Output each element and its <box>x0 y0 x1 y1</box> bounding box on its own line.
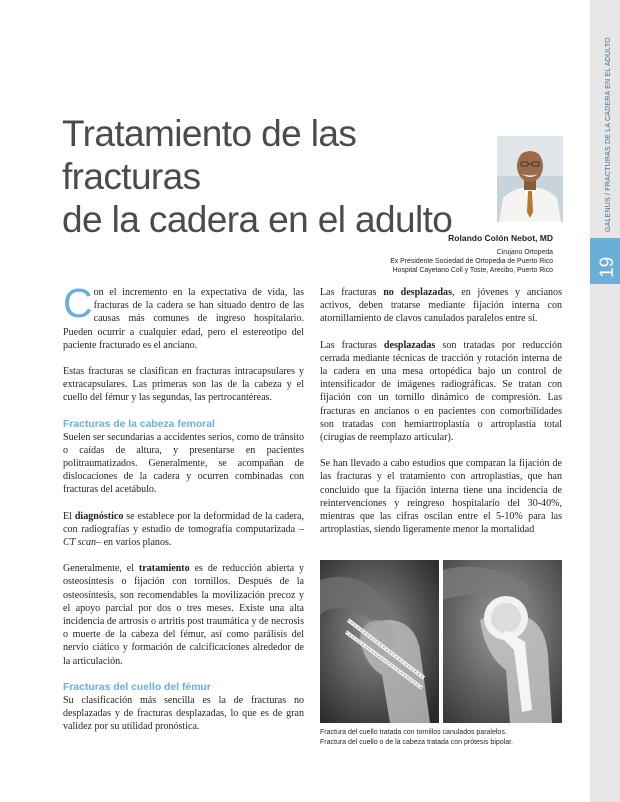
femoral-head-paragraph: Suelen ser secundarias a accidentes serios, como de tránsito o caídas de altura, y presentarse en pacientes politraumatizados. Generalmente, se acompañan de dislocaciones de la cadera y ocurren combinadas con fracturas del acetábulo. <box>63 431 304 496</box>
caption-line: Fractura del cuello o de la cabeza tratada con prótesis bipolar. <box>320 738 514 746</box>
xray-figure <box>320 560 562 723</box>
studies-paragraph: Se han llevado a cabo estudios que comparan la fijación de las fracturas y el tratamiento con artroplastias, que han concluido que la fijación interna tiene una incidencia de reintervenciones y reingreso hospitalario del 30-40%, mientras que las cifras oscilan entre el 5-10% para las artroplastias, siendo ligeramente menor la mortalidad <box>320 458 562 536</box>
page-number-box <box>590 238 620 284</box>
author-photo <box>497 136 563 222</box>
caption-line: Fractura del cuello tratada con tornillos canulados paralelos. <box>320 729 507 736</box>
displaced-text: Las fracturas <box>320 339 384 351</box>
affiliation-line: Cirujano Ortopeda <box>496 249 553 256</box>
classification-paragraph: Estas fracturas se clasifican en fracturas intracapsulares y extracapsulares. Las primeras son las de la cabeza y el cuello del fémur y las segundas, las pertrocantéreas. <box>63 366 304 404</box>
treatment-text: Generalmente, el <box>63 563 139 575</box>
diagnosis-term: diagnóstico <box>74 510 124 522</box>
xray-bipolar-prosthesis <box>443 560 562 723</box>
treatment-paragraph <box>63 562 304 668</box>
intro-text: on el incremento en la expectativa de vida, las fracturas de la cadera se han situado dentro de las causas más comunes de ingreso hospitalario. Pueden ocurrir a cualquier edad, pero el estereotipo del paciente fracturado es el anciano. <box>63 287 304 351</box>
diagnosis-text: se establece por la deformidad de la cadera, con radiografías y estudio de tomografía computarizada – <box>63 510 304 535</box>
xray-cannulated-screws <box>320 560 439 723</box>
diagnosis-paragraph <box>63 510 304 550</box>
non-displaced-text: , en jóvenes y ancianos activos, deben tratarse mediante fijación interna con atornillamiento de clavos canulados paralelos entre sí. <box>320 287 562 325</box>
title-line-1: Tratamiento de las fracturas <box>62 113 357 197</box>
diagnosis-text: El <box>63 510 75 522</box>
non-displaced-text: Las fracturas <box>320 287 384 298</box>
author-affiliation <box>300 248 553 276</box>
author-portrait-illustration <box>497 136 563 222</box>
section-heading-femoral-head: Fracturas de la cabeza femoral <box>63 418 215 430</box>
ct-scan-term: CT scan <box>63 537 97 549</box>
left-column <box>63 280 304 746</box>
non-displaced-term: no desplazadas <box>383 287 452 298</box>
running-header-text: GALENUS / FRACTURAS DE LA CADERA EN EL ADULTO <box>605 37 612 232</box>
displaced-text: son tratadas por reducción cerrada mediante técnicas de tracción y rotación interna de la cadera en una mesa ortopédica bajo un control de intensificador de imágenes radiográficas. Se tratan con fijación con un tornillo dinámico de compresión. Las fracturas en ancianos o en pacientes con comorbilidades son tratadas con hemiartroplastía o artroplastía total (cirugías de reemplazo articular). <box>320 339 562 444</box>
xray-images <box>320 560 562 723</box>
right-column <box>320 286 562 549</box>
affiliation-line: Ex Presidente Sociedad de Ortopedia de Puerto Rico <box>390 258 553 266</box>
non-displaced-paragraph <box>320 286 562 326</box>
intro-paragraph <box>63 280 304 352</box>
author-name: Rolando Colón Nebot, MD <box>448 233 553 243</box>
femoral-neck-paragraph: Su clasificación más sencilla es la de fracturas no desplazadas y de fracturas desplazadas, lo que es de gran validez por su utilidad pronóstica. <box>63 694 304 733</box>
affiliation-line: Hospital Cayetano Coll y Toste, Arecibo, Puerto Rico <box>392 267 553 275</box>
figure-caption <box>320 728 570 747</box>
diagnosis-text: – en varios planos. <box>96 537 172 549</box>
running-header <box>590 37 620 232</box>
drop-cap: C <box>63 280 93 326</box>
displaced-term: desplazadas <box>383 339 436 351</box>
article-title <box>62 112 492 241</box>
section-heading-femoral-neck: Fracturas del cuello del fémur <box>63 681 211 693</box>
displaced-paragraph <box>320 339 562 445</box>
page-number: 19 <box>597 256 618 278</box>
treatment-text: es de reducción abierta y osteosíntesis o fijación con tornillos. Después de la osteosíntesis, son recomendables la movilización precoz y el apoyo parcial por dos o tres meses. Existe una alta incidencia de artrosis o artritis post traumática y de necrosis o muerte de la cabeza del fémur, así como parálisis del nervio ciático y formación de calcificaciones alrededor de la articulación. <box>63 563 304 667</box>
treatment-term: tratamiento <box>138 563 190 575</box>
title-line-2: de la cadera en el adulto <box>62 199 453 240</box>
